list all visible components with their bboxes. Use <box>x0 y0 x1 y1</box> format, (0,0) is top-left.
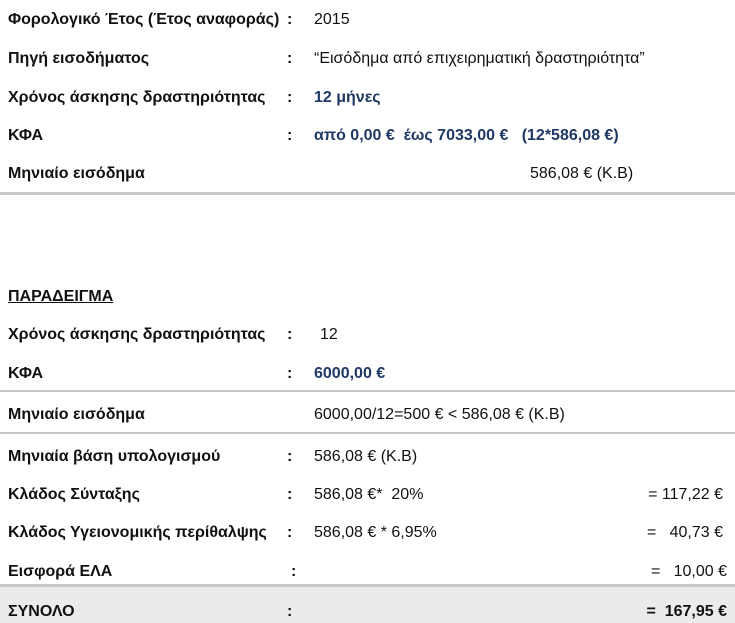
income-source-label: Πηγή εισοδήματος <box>8 50 150 67</box>
example-kfa-colon: : <box>287 365 293 382</box>
monthly-base-label: Μηνιαία βάση υπολογισμού <box>8 448 221 465</box>
example-monthly-income-label: Μηνιαίο εισόδημα <box>8 406 145 423</box>
ela-colon: : <box>291 563 297 580</box>
kfa-label: ΚΦΑ <box>8 127 44 144</box>
pension-colon: : <box>287 486 293 503</box>
kfa-range-value: από 0,00 € έως 7033,00 € (12*586,08 €) <box>314 127 619 144</box>
ela-label: Εισφορά ΕΛΑ <box>8 563 113 580</box>
example-activity-time-colon: : <box>287 326 293 343</box>
total-divider <box>0 584 735 587</box>
monthly-income-label: Μηνιαίο εισόδημα <box>8 165 145 182</box>
income-source-value: “Εισόδημα από επιχειρηματική δραστηριότητα” <box>314 50 645 67</box>
tax-year-label: Φορολογικό Έτος (Έτος αναφοράς) <box>8 11 280 28</box>
pension-formula: 586,08 €* 20% <box>314 486 424 503</box>
example-heading: ΠΑΡΑΔΕΙΓΜΑ <box>8 288 114 305</box>
activity-time-value: 12 μήνες <box>314 89 381 106</box>
example-kfa-value: 6000,00 € <box>314 365 386 382</box>
health-formula: 586,08 € * 6,95% <box>314 524 437 541</box>
total-row-background <box>0 586 735 623</box>
tax-year-colon: : <box>287 11 293 28</box>
activity-time-colon: : <box>287 89 293 106</box>
activity-time-label: Χρόνος άσκησης δραστηριότητας <box>8 89 266 106</box>
health-colon: : <box>287 524 293 541</box>
total-colon: : <box>287 603 293 620</box>
monthly-base-value: 586,08 € (Κ.Β) <box>314 448 418 465</box>
health-label: Κλάδος Υγειονομικής περίθαλψης <box>8 524 267 541</box>
section-divider <box>0 192 735 195</box>
example-monthly-income-value: 6000,00/12=500 € < 586,08 € (Κ.Β) <box>314 406 565 423</box>
ela-result: = 10,00 € <box>650 563 727 580</box>
example-activity-time-value: 12 <box>320 326 338 343</box>
example-kfa-label: ΚΦΑ <box>8 365 44 382</box>
pension-label: Κλάδος Σύνταξης <box>8 486 140 503</box>
monthly-base-colon: : <box>287 448 293 465</box>
kfa-colon: : <box>287 127 293 144</box>
health-result: = 40,73 € <box>646 524 723 541</box>
example-activity-time-label: Χρόνος άσκησης δραστηριότητας <box>8 326 266 343</box>
monthly-income-value: 586,08 € (Κ.Β) <box>530 165 634 182</box>
income-source-colon: : <box>287 50 293 67</box>
row-divider <box>0 432 735 434</box>
tax-year-value: 2015 <box>314 11 350 28</box>
pension-result: = 117,22 € <box>648 486 723 503</box>
total-label: ΣΥΝΟΛΟ <box>8 603 75 620</box>
row-divider <box>0 390 735 392</box>
total-result: = 167,95 € <box>646 603 727 620</box>
